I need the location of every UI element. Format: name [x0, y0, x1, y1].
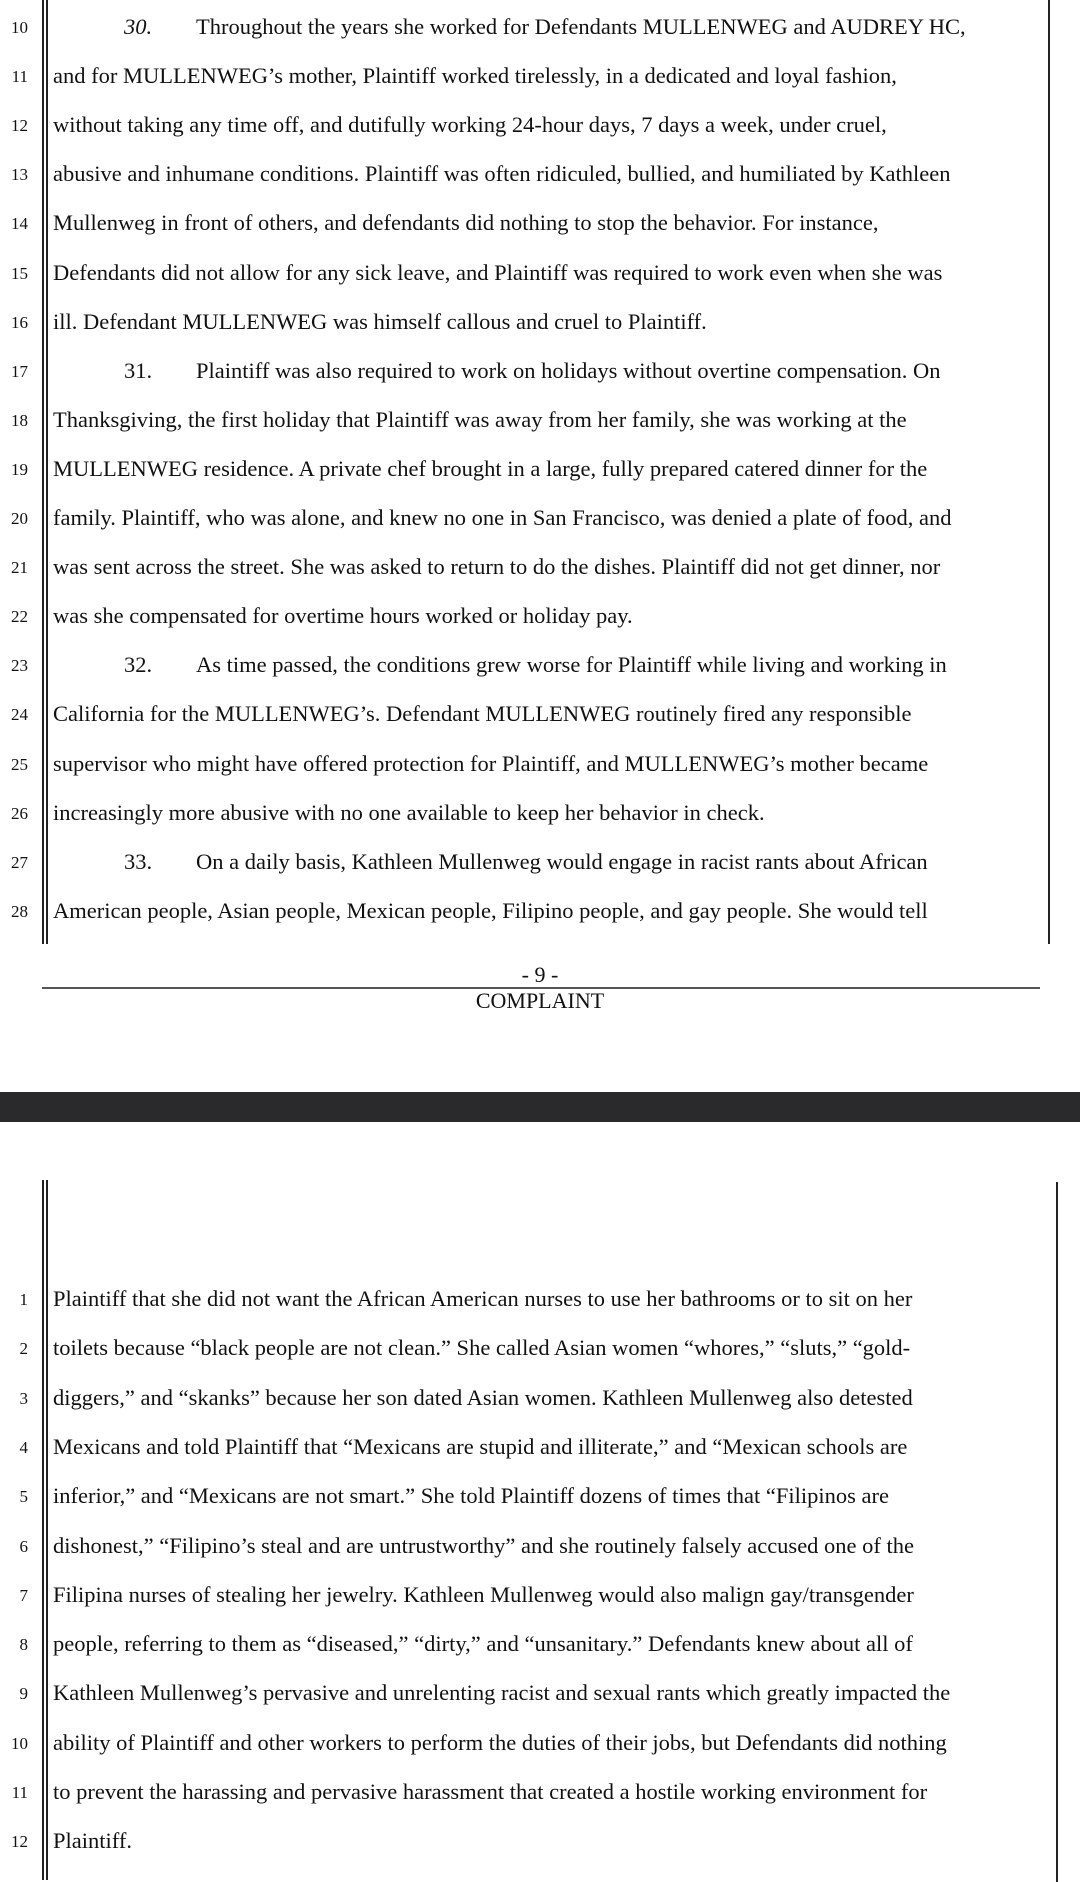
line-text: supervisor who might have offered protection for Plaintiff, and MULLENWEG’s mother became — [53, 750, 929, 776]
footer-title: COMPLAINT — [475, 988, 605, 1013]
line-text: American people, Asian people, Mexican people, Filipino people, and gay people. She would tell — [53, 897, 928, 923]
line-number: 21 — [11, 558, 28, 578]
line-number: 23 — [11, 656, 28, 676]
pleading-line — [0, 1432, 1080, 1481]
pleading-line — [0, 1383, 1080, 1432]
pleading-line — [0, 1678, 1080, 1727]
line-text: toilets because “black people are not clean.” She called Asian women “whores,” “sluts,” “gold- — [53, 1335, 911, 1361]
line-number: 10 — [11, 1733, 28, 1753]
line-text: Defendants did not allow for any sick leave, and Plaintiff was required to work even when she was — [53, 259, 943, 285]
line-text: abusive and inhumane conditions. Plaintiff was often ridiculed, bullied, and humiliated by Kathleen — [53, 161, 951, 187]
pleading-line — [0, 307, 1080, 356]
paragraph-number: 30. — [124, 14, 153, 39]
pleading-line — [0, 552, 1080, 601]
pleading-line — [0, 798, 1080, 847]
line-text: As time passed, the conditions grew worse for Plaintiff while living and working in — [196, 652, 947, 678]
line-number: 22 — [11, 607, 28, 627]
line-number: 24 — [11, 705, 28, 725]
page-separator — [0, 1092, 1080, 1122]
pleading-line — [0, 356, 1080, 405]
pleading-line — [0, 699, 1080, 748]
line-text: Filipina nurses of stealing her jewelry. Kathleen Mullenweg would also malign gay/transgender — [53, 1581, 914, 1607]
pleading-line — [0, 110, 1080, 159]
line-number: 11 — [11, 67, 28, 87]
pleading-line — [0, 749, 1080, 798]
pleading-line — [0, 61, 1080, 110]
line-number: 11 — [11, 1783, 28, 1802]
line-text: Plaintiff. — [53, 1828, 132, 1854]
pleading-line — [0, 847, 1080, 896]
pleading-line — [0, 454, 1080, 503]
line-number: 26 — [11, 803, 28, 823]
pleading-line — [0, 12, 1080, 61]
line-text: MULLENWEG residence. A private chef brought in a large, fully prepared catered dinner for the — [53, 455, 928, 481]
line-text: family. Plaintiff, who was alone, and knew no one in San Francisco, was denied a plate of food, and — [53, 505, 952, 530]
line-number: 9 — [19, 1684, 28, 1704]
line-number: 3 — [19, 1388, 28, 1408]
line-text: Thanksgiving, the first holiday that Plaintiff was away from her family, she was working at the — [53, 406, 907, 432]
line-text: Plaintiff was also required to work on holidays without overtine compensation. On — [196, 357, 941, 383]
pleading-line — [0, 1333, 1080, 1382]
line-number: 17 — [11, 361, 28, 381]
line-number: 12 — [11, 1832, 28, 1852]
line-text: was she compensated for overtime hours worked or holiday pay. — [53, 603, 633, 629]
line-text: diggers,” and “skanks” because her son dated Asian women. Kathleen Mullenweg also detested — [53, 1384, 913, 1410]
line-number: 1 — [19, 1290, 28, 1309]
line-number: 20 — [11, 509, 28, 528]
line-number: 25 — [11, 754, 28, 774]
line-text: Kathleen Mullenweg’s pervasive and unrelenting racist and sexual rants which greatly impacted the — [53, 1680, 951, 1706]
line-number: 2 — [19, 1339, 28, 1359]
line-text: and for MULLENWEG’s mother, Plaintiff worked tirelessly, in a dedicated and loyal fashion, — [53, 63, 897, 89]
page-number: - 9 - — [521, 962, 559, 987]
line-number: 18 — [11, 410, 28, 430]
line-number: 4 — [19, 1437, 28, 1457]
line-text: people, referring to them as “diseased,” “dirty,” and “unsanitary.” Defendants knew about all of — [53, 1631, 913, 1657]
line-text: Throughout the years she worked for Defendants MULLENWEG and AUDREY HC, — [196, 14, 966, 39]
line-number: 28 — [11, 901, 28, 921]
paragraph-number: 33. — [124, 848, 153, 874]
pleading-line — [0, 1777, 1080, 1826]
pleading-line — [0, 159, 1080, 208]
line-text: dishonest,” “Filipino’s steal and are untrustworthy” and she routinely falsely accused one of the — [53, 1532, 915, 1558]
paragraph-number: 31. — [124, 357, 153, 383]
pleading-line — [0, 1531, 1080, 1580]
pleading-line — [0, 405, 1080, 454]
line-number: 19 — [11, 459, 28, 479]
line-text: was sent across the street. She was asked to return to do the dishes. Plaintiff did not get dinner, nor — [53, 554, 941, 580]
line-text: Mexicans and told Plaintiff that “Mexicans are stupid and illiterate,” and “Mexican schools are — [53, 1433, 908, 1459]
line-number: 14 — [11, 214, 28, 234]
line-text: ability of Plaintiff and other workers to perform the duties of their jobs, but Defendants did nothing — [53, 1729, 947, 1755]
pleading-line — [0, 1580, 1080, 1629]
pleading-line — [0, 601, 1080, 650]
line-text: Mullenweg in front of others, and defendants did nothing to stop the behavior. For instance, — [53, 210, 879, 236]
line-number: 16 — [11, 312, 28, 332]
pleading-line — [0, 1826, 1080, 1875]
pleading-line — [0, 650, 1080, 699]
line-number: 8 — [19, 1635, 28, 1655]
line-number: 6 — [19, 1536, 28, 1556]
line-number: 10 — [11, 18, 28, 37]
pleading-line — [0, 1284, 1080, 1333]
line-text: increasingly more abusive with no one available to keep her behavior in check. — [53, 799, 765, 825]
paragraph-number: 32. — [124, 652, 153, 678]
line-text: to prevent the harassing and pervasive harassment that created a hostile working environment for — [53, 1779, 928, 1804]
line-text: without taking any time off, and dutifully working 24-hour days, 7 days a week, under cruel, — [53, 112, 887, 138]
pleading-line — [0, 1629, 1080, 1678]
pleading-line — [0, 503, 1080, 552]
pleading-line — [0, 1481, 1080, 1530]
line-number: 15 — [11, 263, 28, 283]
line-text: California for the MULLENWEG’s. Defendant MULLENWEG routinely fired any responsible — [53, 701, 912, 727]
pleading-line — [0, 896, 1080, 945]
line-number: 13 — [11, 165, 28, 185]
line-text: inferior,” and “Mexicans are not smart.” She told Plaintiff dozens of times that “Filipinos are — [53, 1483, 889, 1509]
document-page-10 — [0, 1122, 1080, 1861]
pleading-line — [0, 1728, 1080, 1777]
line-number: 7 — [19, 1585, 28, 1605]
line-number: 5 — [19, 1487, 28, 1507]
line-text: Plaintiff that she did not want the African American nurses to use her bathrooms or to sit on her — [53, 1286, 913, 1311]
line-number: 27 — [11, 852, 28, 872]
pleading-line — [0, 208, 1080, 257]
line-text: ill. Defendant MULLENWEG was himself callous and cruel to Plaintiff. — [53, 308, 707, 334]
pleading-line — [0, 258, 1080, 307]
line-text: On a daily basis, Kathleen Mullenweg would engage in racist rants about African — [196, 848, 928, 874]
line-number: 12 — [11, 116, 28, 136]
